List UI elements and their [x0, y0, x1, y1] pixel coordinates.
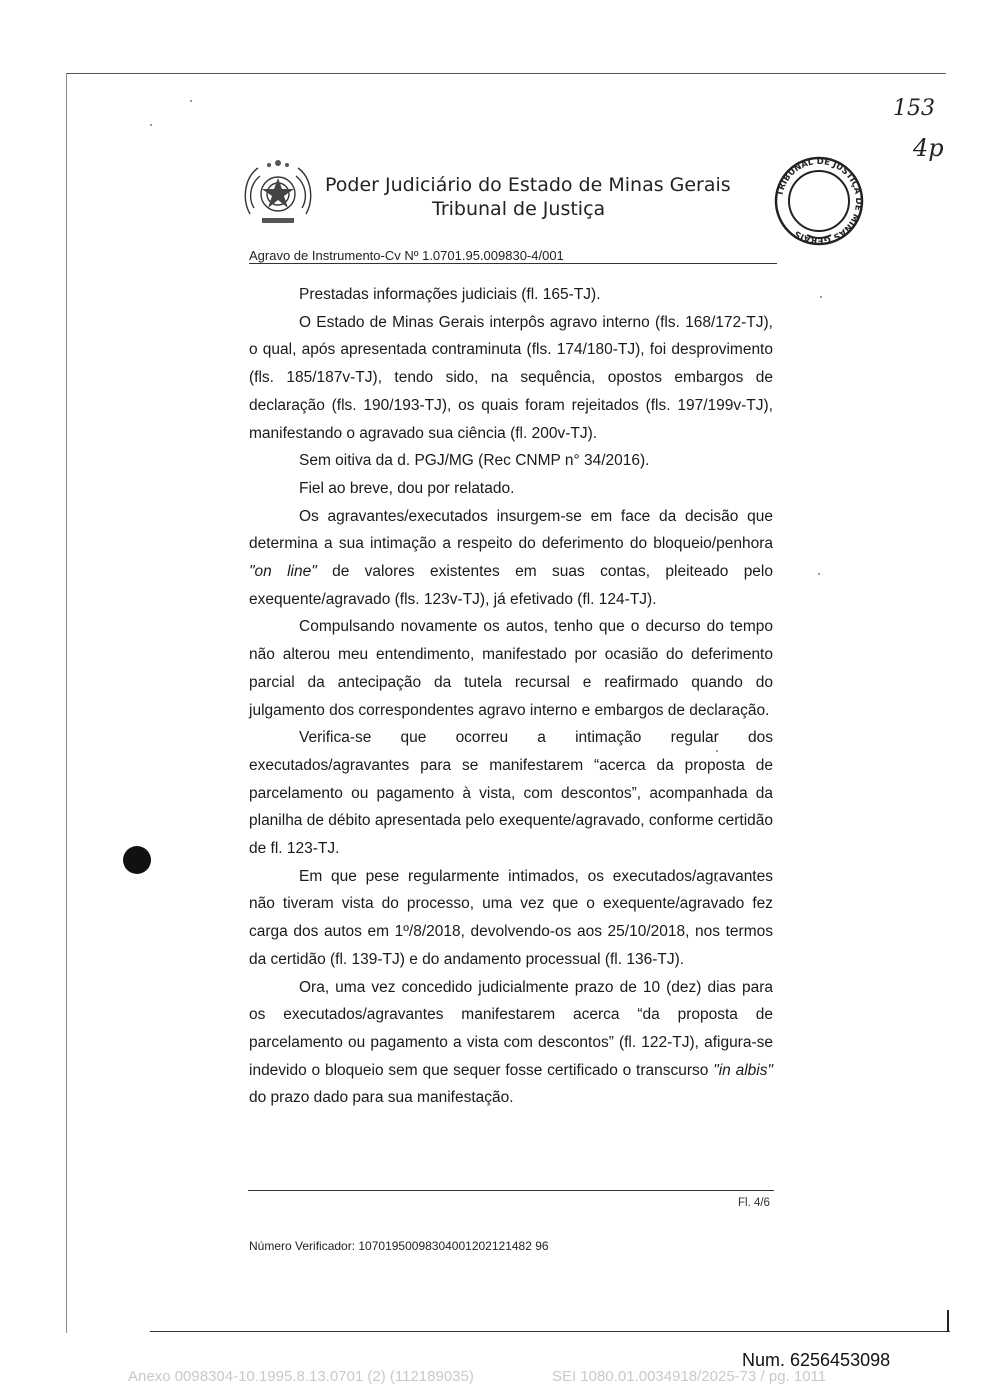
footer-divider — [248, 1190, 774, 1191]
paragraph: Fiel ao breve, dou por relatado. — [299, 479, 515, 497]
scan-speck — [150, 124, 152, 126]
court-seal-stamp-icon — [773, 155, 865, 247]
italic-term: "in albis" — [713, 1061, 773, 1079]
page-reference: Fl. 4/6 — [738, 1197, 770, 1209]
scan-frame-corner — [947, 1310, 949, 1332]
verification-number: Número Verificador: 10701950098304001202121482 96 — [249, 1239, 549, 1253]
italic-term: "on line" — [249, 563, 317, 581]
paragraph — [249, 503, 773, 614]
handwritten-initials: 4p — [913, 134, 944, 162]
paragraph: Prestadas informações judiciais (fl. 165-TJ). — [299, 286, 601, 303]
paragraph: Em que pese regularmente intimados, os executados/agravantes não tiveram vista do processo, uma vez que o exequente/agravado fez carga dos autos em 1º/8/2018, devolvendo-os aos 25/10/2018, nos termos da certidão (fl. 139-TJ) e do andamento processual (fl. 136-TJ). — [249, 867, 773, 968]
paragraph-text: do prazo dado para sua manifestação. — [249, 1089, 514, 1107]
paragraph: O Estado de Minas Gerais interpôs agravo interno (fls. 168/172-TJ), o qual, após apresentada contraminuta (fls. 174/180-TJ), foi desprovimento (fls. 185/187v-TJ), tendo sido, na sequência, opostos embargos de declaração (fls. 190/193-TJ), os quais foram rejeitados (fls. 197/199v-TJ), manifestando o agravado sua ciência (fl. 200v-TJ). — [249, 313, 773, 442]
paragraph — [249, 974, 773, 1113]
paragraph-text: Os agravantes/executados insurgem-se em face da decisão que determina a sua intimação a respeito do deferimento do bloqueio/penhora — [249, 507, 773, 553]
annex-reference: Anexo 0098304-10.1995.8.13.0701 (2) (112189035) — [128, 1368, 474, 1385]
paragraph-text: de valores existentes em suas contas, pleiteado pelo exequente/agravado (fls. 123v-TJ), já efetivado (fl. 124-TJ). — [249, 563, 773, 608]
sei-reference: SEI 1080.01.0034918/2025-73 / pg. 1011 — [552, 1368, 827, 1385]
svg-text:TRIBUNAL DE JUSTIÇA DE MINAS G: TRIBUNAL DE JUSTIÇA DE MINAS GERAIS — [775, 156, 864, 246]
scan-speck — [820, 296, 822, 298]
court-name: Poder Judiciário do Estado de Minas Gerais — [325, 174, 731, 196]
scan-speck — [190, 100, 192, 102]
document-body — [249, 281, 773, 1112]
paragraph-text: Ora, uma vez concedido judicialmente prazo de 10 (dez) dias para os executados/agravantes manifestarem acerca “da proposta de parcelamento ou pagamento a vista com descontos” (fl. 122-TJ), afigura-se indevido o bloqueio sem que sequer fosse certificado o transcurso — [249, 978, 773, 1079]
scan-frame-top — [66, 73, 946, 74]
hole-punch-mark — [123, 846, 151, 874]
scan-frame-bottom — [150, 1331, 950, 1332]
paragraph: Verifica-se que ocorreu a intimação regular dos executados/agravantes para se manifestarem “acerca da proposta de parcelamento ou pagamento à vista, com descontos”, acompanhada da planilha de débito apresentada pelo exequente/agravado, conforme certidão de fl. 123-TJ. — [249, 729, 773, 858]
scan-speck — [818, 573, 820, 575]
case-number: Agravo de Instrumento-Cv Nº 1.0701.95.009830-4/001 — [249, 248, 564, 263]
court-subtitle: Tribunal de Justiça — [432, 198, 606, 220]
header-divider — [249, 263, 777, 264]
coat-of-arms-icon — [238, 154, 318, 234]
scan-frame-left — [66, 73, 67, 1333]
handwritten-folio-number: 153 — [893, 96, 935, 121]
document-number: Num. 6256453098 — [742, 1350, 891, 1370]
paragraph: Compulsando novamente os autos, tenho que o decurso do tempo não alterou meu entendimento, manifestado por ocasião do deferimento parcial da antecipação da tutela recursal e reafirmado quando do julgamento dos correspondentes agravo interno e embargos de declaração. — [249, 618, 773, 719]
paragraph: Sem oitiva da d. PGJ/MG (Rec CNMP n° 34/2016). — [299, 452, 650, 470]
